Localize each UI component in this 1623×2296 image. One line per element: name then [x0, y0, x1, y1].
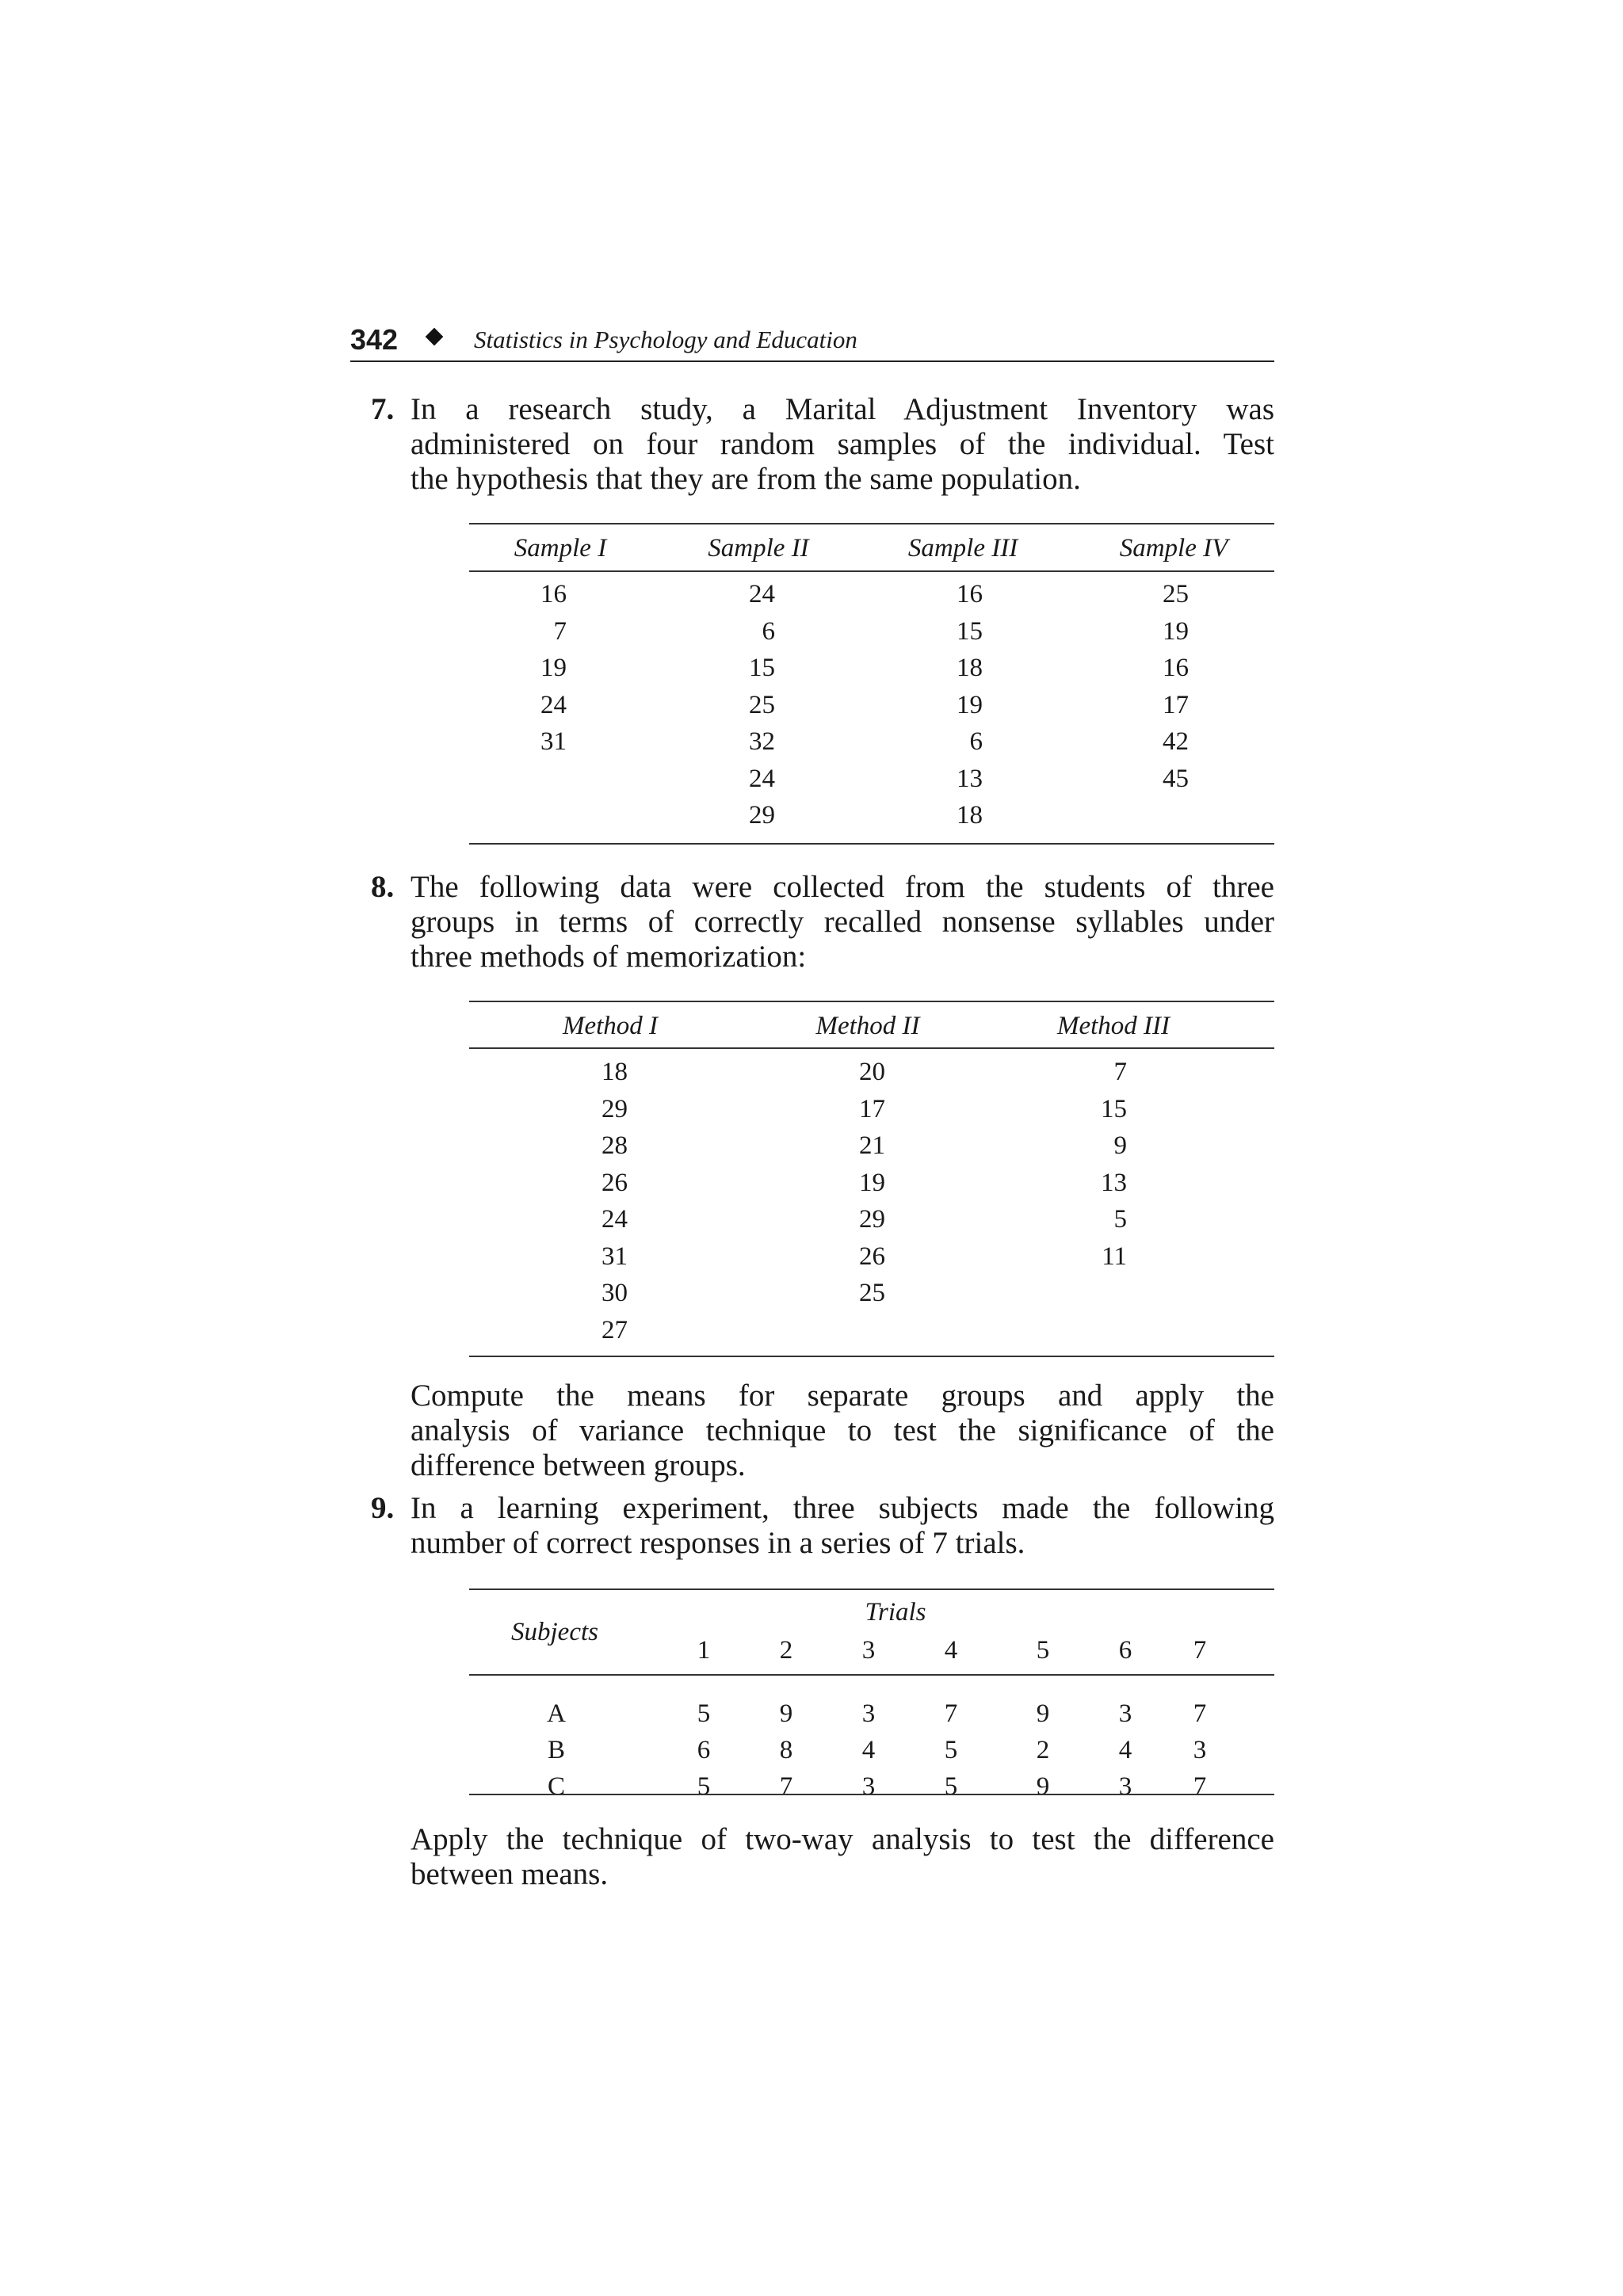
problem-9-followup [411, 1822, 1274, 1892]
table-rule [469, 1047, 1274, 1049]
table-cell: 20 [859, 1058, 885, 1086]
table-cell: 27 [601, 1315, 628, 1344]
table-cell: 15 [957, 616, 983, 646]
table-cell: 24 [601, 1205, 628, 1234]
problem-text [411, 1491, 1274, 1561]
column-header: Method II [815, 1012, 920, 1040]
table-cell: 29 [601, 1094, 628, 1123]
problem-8 [371, 870, 1274, 974]
table-cell: 25 [749, 690, 775, 719]
table-rule [469, 523, 1274, 524]
table-cell: 28 [601, 1131, 628, 1160]
table-cell: 19 [540, 654, 567, 682]
table-rule [469, 1794, 1274, 1795]
problem-text [411, 870, 1274, 974]
table-cell: 18 [957, 654, 983, 682]
table-rule [469, 1356, 1274, 1357]
table-cell: 17 [1163, 690, 1189, 719]
column-header: Method I [562, 1012, 659, 1040]
table-cell: 2 [1036, 1736, 1050, 1764]
problem-text [411, 1822, 1274, 1892]
table-cell: 13 [957, 764, 983, 793]
text-line: the hypothesis that they are from the same population. [411, 462, 1081, 496]
table-rule [469, 1674, 1274, 1676]
table-cell: 3 [1118, 1699, 1132, 1728]
table-cell: 16 [1163, 654, 1189, 682]
table-cell: 6 [762, 616, 775, 646]
text-line: Apply the technique of two-way analysis to test the difference [411, 1822, 1274, 1856]
table-cell: 29 [859, 1205, 885, 1234]
text-line: number of correct responses in a series of 7 trials. [411, 1526, 1025, 1560]
table-cell: 7 [944, 1699, 958, 1728]
table-cell: 4 [861, 1736, 876, 1764]
table-cell: 11 [1102, 1241, 1127, 1271]
text-line: difference between groups. [411, 1448, 746, 1482]
table-cell: 9 [1036, 1699, 1050, 1728]
problem-text [411, 1379, 1274, 1483]
problem-text [411, 392, 1274, 497]
problem-number: 8. [371, 870, 395, 904]
table-cell: 24 [540, 690, 567, 719]
table-cell: 5 [697, 1772, 711, 1801]
table-cell: 15 [749, 654, 775, 682]
table-cell: 5 [944, 1736, 958, 1764]
table-cell: 24 [749, 580, 775, 608]
table-cell: 13 [1101, 1168, 1127, 1197]
table-cell: 29 [749, 801, 775, 830]
problem-number: 7. [371, 392, 395, 426]
table-rule [469, 570, 1274, 572]
text-line: administered on four random samples of the individual. Test [411, 427, 1274, 461]
table-cell: 25 [859, 1279, 885, 1307]
column-header: Sample III [907, 534, 1018, 563]
table-cell: 32 [749, 727, 775, 756]
table-rule [469, 843, 1274, 845]
table-cell: C [547, 1772, 565, 1801]
table-cell: 7 [1113, 1058, 1127, 1086]
text-line: analysis of variance technique to test the significance of the [411, 1413, 1274, 1447]
table-cell: 6 [697, 1736, 711, 1764]
table-cell: 3 [861, 1699, 876, 1728]
table-cell: 31 [540, 727, 567, 756]
table-cell: 42 [1163, 727, 1189, 756]
table-cell: 15 [1101, 1094, 1127, 1123]
column-header: Method III [1056, 1012, 1170, 1040]
table-cell: 19 [957, 690, 983, 719]
table-cell: B [547, 1736, 565, 1764]
diamond-icon [426, 328, 444, 346]
table-cell: 5 [697, 1699, 711, 1728]
table-cell: 4 [1118, 1736, 1132, 1764]
table-cell: 16 [540, 580, 567, 608]
table-cell: 7 [1193, 1772, 1207, 1801]
column-header: Sample I [514, 534, 607, 563]
table-cell: 9 [1036, 1772, 1050, 1801]
table-cell: 7 [553, 616, 567, 646]
text-line: between means. [411, 1857, 609, 1891]
table-cell: 7 [1193, 1699, 1207, 1728]
table-cell: 30 [601, 1279, 628, 1307]
table-cell: 3 [861, 1636, 876, 1665]
table-cell: 7 [1193, 1636, 1207, 1665]
table-cell: 26 [859, 1241, 885, 1271]
table-cell: 5 [1113, 1205, 1127, 1234]
table-cell: 45 [1163, 764, 1189, 793]
table-cell: 16 [957, 580, 983, 608]
table-cell: 6 [1118, 1636, 1132, 1665]
problem-8-followup [411, 1379, 1274, 1483]
table-cell: 7 [779, 1772, 793, 1801]
problem-7 [371, 392, 1274, 497]
table-cell: 25 [1163, 580, 1189, 608]
table-cell: 2 [779, 1636, 793, 1665]
table-cell: 9 [779, 1699, 793, 1728]
table-rule [469, 1001, 1274, 1002]
table-cell: 17 [859, 1094, 885, 1123]
table-cell: 3 [1193, 1736, 1207, 1764]
problem-number: 9. [371, 1491, 395, 1525]
group-header: Trials [865, 1598, 926, 1627]
table-rule [469, 1589, 1274, 1590]
running-header [350, 321, 1274, 362]
table-cell: 8 [779, 1736, 793, 1764]
text-line: The following data were collected from the students of three [411, 870, 1274, 904]
row-header: Subjects [511, 1618, 598, 1646]
table-cell: 19 [859, 1168, 885, 1197]
book-title: Statistics in Psychology and Education [474, 326, 857, 353]
problem-9 [371, 1491, 1274, 1561]
table-cell: 26 [601, 1168, 628, 1197]
table-cell: 18 [601, 1058, 628, 1086]
table-cell: 9 [1113, 1131, 1127, 1160]
table-cell: 24 [749, 764, 775, 793]
table-cell: 3 [1118, 1772, 1132, 1801]
table-cell: 5 [944, 1772, 958, 1801]
column-header: Sample II [708, 534, 809, 563]
page-number: 342 [350, 323, 399, 356]
table-cell: 19 [1163, 616, 1189, 646]
table-cell: A [547, 1699, 566, 1728]
text-line: Compute the means for separate groups and apply the [411, 1379, 1274, 1413]
table-cell: 1 [697, 1636, 711, 1665]
table-cell: 6 [969, 727, 983, 756]
column-header: Sample IV [1119, 534, 1228, 563]
table-cell: 3 [861, 1772, 876, 1801]
text-line: three methods of memorization: [411, 940, 807, 974]
table-cell: 4 [944, 1636, 958, 1665]
text-line: groups in terms of correctly recalled nonsense syllables under [411, 905, 1274, 939]
text-line: In a research study, a Marital Adjustment Inventory was [411, 392, 1274, 426]
table-cell: 18 [957, 801, 983, 830]
table-cell: 5 [1036, 1636, 1050, 1665]
text-line: In a learning experiment, three subjects made the following [411, 1491, 1274, 1525]
table-cell: 31 [601, 1241, 628, 1271]
table-cell: 21 [859, 1131, 885, 1160]
